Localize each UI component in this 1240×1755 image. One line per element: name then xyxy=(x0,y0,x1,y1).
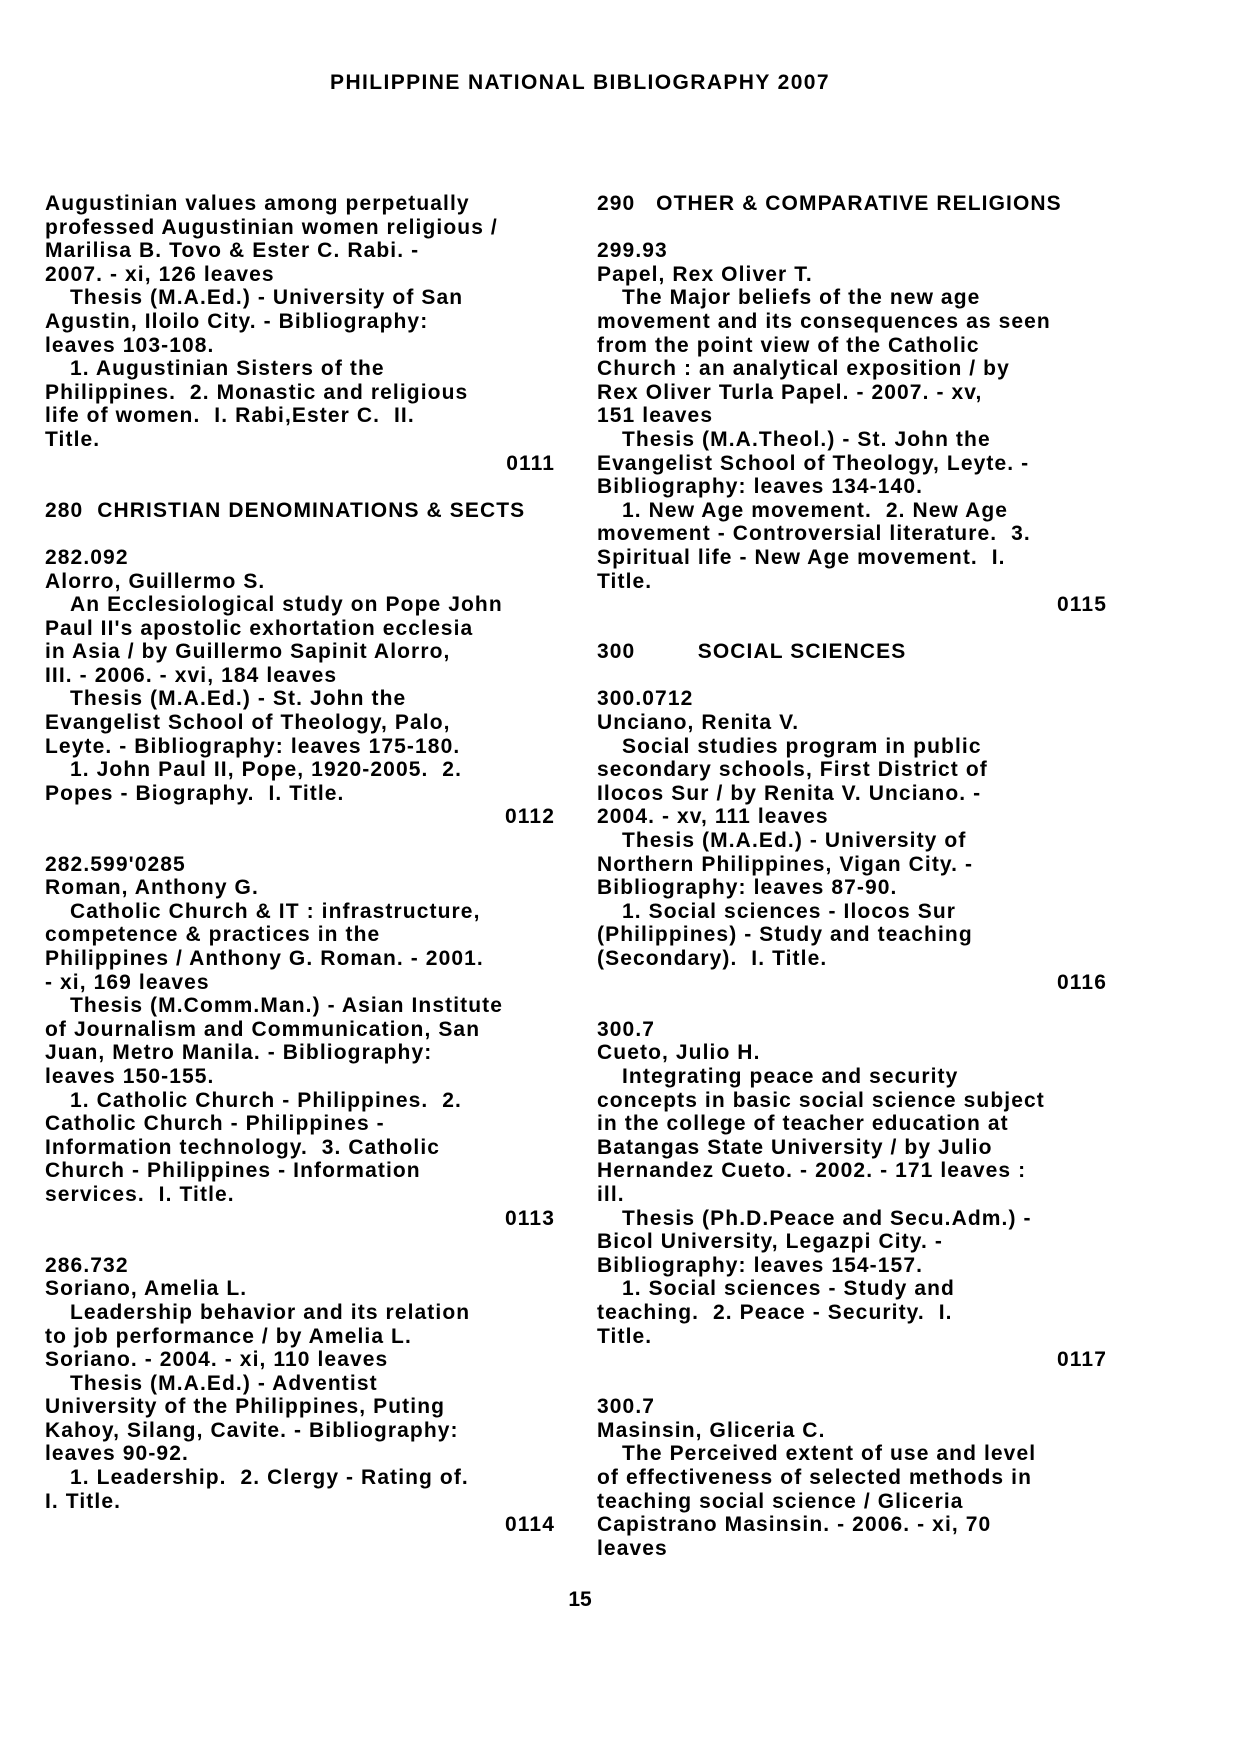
left-column xyxy=(45,192,555,1537)
text-line: Spiritual life - New Age movement. I. xyxy=(597,545,1006,569)
text-line: III. - 2006. - xvi, 184 leaves xyxy=(45,663,338,687)
text-line: Title. xyxy=(597,569,653,593)
text-line: 300 SOCIAL SCIENCES xyxy=(597,640,907,664)
text-line: - xi, 169 leaves xyxy=(45,970,210,994)
text-line: An Ecclesiological study on Pope John xyxy=(70,593,503,617)
text-line: Leyte. - Bibliography: leaves 175-180. xyxy=(45,734,461,758)
text-line: Thesis (Ph.D.Peace and Secu.Adm.) - xyxy=(622,1206,1032,1230)
text-line: Roman, Anthony G. xyxy=(45,876,259,900)
entry-number: 0113 xyxy=(505,1206,555,1230)
text-line: Bibliography: leaves 154-157. xyxy=(597,1253,924,1277)
text-line: 286.732 xyxy=(45,1253,129,1277)
text-line: Capistrano Masinsin. - 2006. - xi, 70 xyxy=(597,1513,992,1537)
text-line: (Philippines) - Study and teaching xyxy=(597,923,973,947)
text-line: leaves 103-108. xyxy=(45,333,215,357)
text-line: 1. Catholic Church - Philippines. 2. xyxy=(70,1088,462,1112)
text-line: Thesis (M.A.Theol.) - St. John the xyxy=(622,427,991,451)
text-line: leaves 90-92. xyxy=(45,1442,189,1466)
text-line: 282.599'0285 xyxy=(45,852,186,876)
text-line: Augustinian values among perpetually xyxy=(45,192,470,215)
blank-line xyxy=(45,475,555,499)
right-column xyxy=(597,192,1107,1560)
text-line: 1. New Age movement. 2. New Age xyxy=(622,498,1009,522)
text-line: competence & practices in the xyxy=(45,923,381,947)
text-line: Bibliography: leaves 87-90. xyxy=(597,876,898,900)
text-line: leaves xyxy=(597,1536,668,1560)
text-line: in Asia / by Guillermo Sapinit Alorro, xyxy=(45,640,451,664)
entry-number: 0111 xyxy=(506,451,555,475)
text-line: Evangelist School of Theology, Leyte. - xyxy=(597,451,1030,475)
text-line: Leadership behavior and its relation xyxy=(70,1300,471,1324)
text-line: The Major beliefs of the new age xyxy=(622,286,981,310)
text-line: Catholic Church - Philippines - xyxy=(45,1112,385,1136)
text-line: Philippines / Anthony G. Roman. - 2001. xyxy=(45,947,484,970)
text-line: Church : an analytical exposition / by xyxy=(597,357,1010,381)
text-line: Thesis (M.A.Ed.) - Adventist xyxy=(70,1371,378,1395)
blank-line xyxy=(597,1372,1107,1396)
blank-line xyxy=(597,994,1107,1018)
text-line: movement and its consequences as seen xyxy=(597,309,1051,333)
entry-number: 0117 xyxy=(1057,1348,1107,1372)
text-line: Integrating peace and security xyxy=(622,1064,959,1088)
text-line: Information technology. 3. Catholic xyxy=(45,1135,441,1159)
text-line: 1. John Paul II, Pope, 1920-2005. 2. xyxy=(70,758,463,782)
page-number: 15 xyxy=(568,1588,592,1611)
text-line: to job performance / by Amelia L. xyxy=(45,1324,412,1348)
text-line: ill. xyxy=(597,1182,625,1206)
blank-line xyxy=(45,1230,555,1254)
text-line: Thesis (M.A.Ed.) - University of xyxy=(622,829,967,853)
blank-line xyxy=(597,617,1107,641)
text-line: Agustin, Iloilo City. - Bibliography: xyxy=(45,309,429,333)
text-line: Title. xyxy=(597,1324,653,1348)
text-line: Ilocos Sur / by Renita V. Unciano. - xyxy=(597,781,982,805)
text-line: 300.7 xyxy=(597,1395,656,1419)
text-line: Masinsin, Gliceria C. xyxy=(597,1418,826,1442)
text-line: of Journalism and Communication, San xyxy=(45,1017,481,1041)
text-line: in the college of teacher education at xyxy=(597,1112,1009,1136)
text-line: Soriano. - 2004. - xi, 110 leaves xyxy=(45,1348,389,1372)
text-line: Social studies program in public xyxy=(622,734,982,758)
text-line: University of the Philippines, Puting xyxy=(45,1395,446,1419)
text-line: 1. Social sciences - Study and xyxy=(622,1277,955,1301)
text-line: from the point view of the Catholic xyxy=(597,333,980,357)
text-line: Juan, Metro Manila. - Bibliography: xyxy=(45,1041,433,1065)
text-line: 299.93 xyxy=(597,239,668,263)
text-line: Soriano, Amelia L. xyxy=(45,1277,248,1301)
text-line: Church - Philippines - Information xyxy=(45,1159,421,1183)
text-line: Catholic Church & IT : infrastructure, xyxy=(70,899,481,923)
text-line: professed Augustinian women religious / xyxy=(45,215,498,239)
text-line: 2007. - xi, 126 leaves xyxy=(45,262,275,286)
blank-line xyxy=(597,216,1107,240)
text-line: 2004. - xv, 111 leaves xyxy=(597,805,829,829)
text-line: secondary schools, First District of xyxy=(597,758,988,782)
text-line: movement - Controversial literature. 3. xyxy=(597,522,1031,546)
entry-number: 0114 xyxy=(505,1513,555,1537)
text-line: teaching. 2. Peace - Security. I. xyxy=(597,1300,953,1324)
entry-number: 0116 xyxy=(1057,970,1107,994)
text-line: Alorro, Guillermo S. xyxy=(45,569,266,593)
text-line: Popes - Biography. I. Title. xyxy=(45,781,345,805)
text-line: I. Title. xyxy=(45,1489,122,1513)
entry-number: 0115 xyxy=(1057,593,1107,617)
text-line: Bicol University, Legazpi City. - xyxy=(597,1230,943,1254)
text-line: 151 leaves xyxy=(597,404,714,428)
text-line: of effectiveness of selected methods in xyxy=(597,1466,1033,1490)
text-line: Unciano, Renita V. xyxy=(597,711,800,735)
text-line: teaching social science / Gliceria xyxy=(597,1489,964,1513)
text-line: Rex Oliver Turla Papel. - 2007. - xv, xyxy=(597,380,983,404)
text-line: Thesis (M.A.Ed.) - St. John the xyxy=(70,687,407,711)
text-line: 280 CHRISTIAN DENOMINATIONS & SECTS xyxy=(45,498,526,522)
text-line: life of women. I. Rabi,Ester C. II. xyxy=(45,404,415,428)
text-line: Thesis (M.A.Ed.) - University of San xyxy=(70,286,464,310)
text-line: leaves 150-155. xyxy=(45,1064,215,1088)
text-line: Batangas State University / by Julio xyxy=(597,1135,993,1159)
text-line: Evangelist School of Theology, Palo, xyxy=(45,711,451,735)
text-line: Bibliography: leaves 134-140. xyxy=(597,475,924,499)
blank-line xyxy=(45,522,555,546)
text-line: Paul II's apostolic exhortation ecclesia xyxy=(45,616,474,640)
text-line: 1. Social sciences - Ilocos Sur xyxy=(622,899,957,923)
text-line: 1. Augustinian Sisters of the xyxy=(70,357,385,381)
text-line: Thesis (M.Comm.Man.) - Asian Institute xyxy=(70,994,504,1018)
text-line: The Perceived extent of use and level xyxy=(622,1442,1037,1466)
entry-number: 0112 xyxy=(505,805,555,829)
text-line: 300.7 xyxy=(597,1017,656,1041)
text-line: Title. xyxy=(45,427,101,451)
text-line: concepts in basic social science subject xyxy=(597,1088,1045,1112)
text-line: Kahoy, Silang, Cavite. - Bibliography: xyxy=(45,1418,459,1442)
text-line: Papel, Rex Oliver T. xyxy=(597,262,813,286)
page-header-title: PHILIPPINE NATIONAL BIBLIOGRAPHY 2007 xyxy=(330,71,830,94)
text-line: 282.092 xyxy=(45,545,129,569)
text-line: (Secondary). I. Title. xyxy=(597,947,828,970)
text-line: 1. Leadership. 2. Clergy - Rating of. xyxy=(70,1466,469,1490)
blank-line xyxy=(45,829,555,853)
text-line: Cueto, Julio H. xyxy=(597,1041,761,1065)
blank-line xyxy=(597,664,1107,688)
text-line: Philippines. 2. Monastic and religious xyxy=(45,380,469,404)
text-line: 290 OTHER & COMPARATIVE RELIGIONS xyxy=(597,192,1062,215)
text-line: Marilisa B. Tovo & Ester C. Rabi. - xyxy=(45,239,420,263)
text-line: 300.0712 xyxy=(597,687,694,711)
text-line: Northern Philippines, Vigan City. - xyxy=(597,852,974,876)
text-line: services. I. Title. xyxy=(45,1182,235,1206)
text-line: Hernandez Cueto. - 2002. - 171 leaves : xyxy=(597,1159,1027,1183)
